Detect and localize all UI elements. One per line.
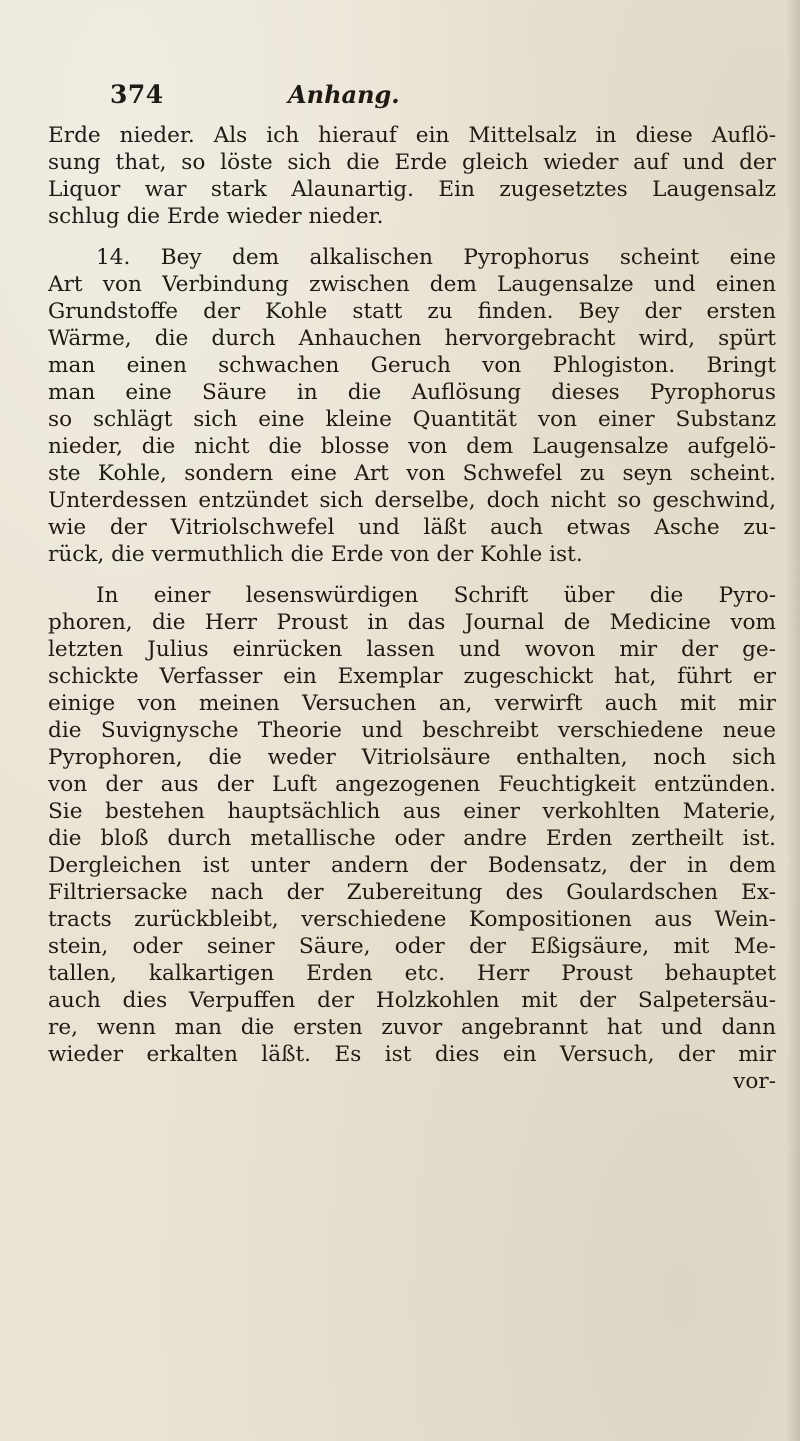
text-line: ste Kohle, sondern eine Art von Schwefel zu seyn scheint. bbox=[48, 461, 776, 486]
text-line: rück, die vermuthlich die Erde von der Kohle ist. bbox=[48, 542, 583, 567]
text-line: die bloß durch metallische oder andre Erden zertheilt ist. bbox=[48, 826, 776, 851]
text-line: Grundstoffe der Kohle statt zu finden. Bey der ersten bbox=[48, 299, 776, 324]
text-line: stein, oder seiner Säure, oder der Eßigsäure, mit Me- bbox=[48, 934, 776, 959]
text-line: man eine Säure in die Auflösung dieses Pyrophorus bbox=[48, 380, 776, 405]
body-text bbox=[48, 122, 776, 1095]
text-line: sung that, so löste sich die Erde gleich wieder auf und der bbox=[48, 150, 776, 175]
text-line: schlug die Erde wieder nieder. bbox=[48, 204, 384, 229]
text-line: schickte Verfasser ein Exemplar zugeschickt hat, führt er bbox=[48, 664, 776, 689]
text-line: nieder, die nicht die blosse von dem Laugensalze aufgelö- bbox=[48, 434, 776, 459]
text-line: Wärme, die durch Anhauchen hervorgebracht wird, spürt bbox=[48, 326, 776, 351]
text-line: Dergleichen ist unter andern der Bodensatz, der in dem bbox=[48, 853, 776, 878]
text-line: wie der Vitriolschwefel und läßt auch etwas Asche zu- bbox=[48, 515, 776, 540]
page-number: 374 bbox=[110, 80, 164, 109]
text-line: tallen, kalkartigen Erden etc. Herr Proust behauptet bbox=[48, 961, 776, 986]
text-line: Unterdessen entzündet sich derselbe, doch nicht so geschwind, bbox=[48, 488, 776, 513]
text-line: die Suvignysche Theorie und beschreibt verschiedene neue bbox=[48, 718, 776, 743]
text-line: wieder erkalten läßt. Es ist dies ein Versuch, der mir bbox=[48, 1042, 776, 1067]
running-head bbox=[110, 80, 730, 120]
text-line: von der aus der Luft angezogenen Feuchtigkeit entzünden. bbox=[48, 772, 776, 797]
catchword: vor- bbox=[733, 1069, 776, 1094]
paragraph-start-line: In einer lesenswürdigen Schrift über die Pyro- bbox=[96, 583, 776, 608]
text-line: man einen schwachen Geruch von Phlogiston. Bringt bbox=[48, 353, 776, 378]
text-line: Filtriersacke nach der Zubereitung des Goulardschen Ex- bbox=[48, 880, 776, 905]
text-line: re, wenn man die ersten zuvor angebrannt hat und dann bbox=[48, 1015, 776, 1040]
text-line: Liquor war stark Alaunartig. Ein zugesetztes Laugensalz bbox=[48, 177, 776, 202]
text-line: phoren, die Herr Proust in das Journal de Medicine vom bbox=[48, 610, 776, 635]
text-line: einige von meinen Versuchen an, verwirft auch mit mir bbox=[48, 691, 776, 716]
text-line: letzten Julius einrücken lassen und wovon mir der ge- bbox=[48, 637, 776, 662]
text-line: Erde nieder. Als ich hierauf ein Mittelsalz in diese Auflö- bbox=[48, 123, 776, 148]
text-line: Sie bestehen hauptsächlich aus einer verkohlten Materie, bbox=[48, 799, 776, 824]
text-line: so schlägt sich eine kleine Quantität von einer Substanz bbox=[48, 407, 776, 432]
page-edge-shadow bbox=[786, 0, 800, 1441]
text-line: auch dies Verpuffen der Holzkohlen mit der Salpetersäu- bbox=[48, 988, 776, 1013]
text-line: Art von Verbindung zwischen dem Laugensalze und einen bbox=[48, 272, 776, 297]
running-title: Anhang. bbox=[288, 80, 400, 109]
text-line: Pyrophoren, die weder Vitriolsäure enthalten, noch sich bbox=[48, 745, 776, 770]
section-start-line: 14. Bey dem alkalischen Pyrophorus scheint eine bbox=[96, 245, 776, 270]
text-line: tracts zurückbleibt, verschiedene Kompositionen aus Wein- bbox=[48, 907, 776, 932]
